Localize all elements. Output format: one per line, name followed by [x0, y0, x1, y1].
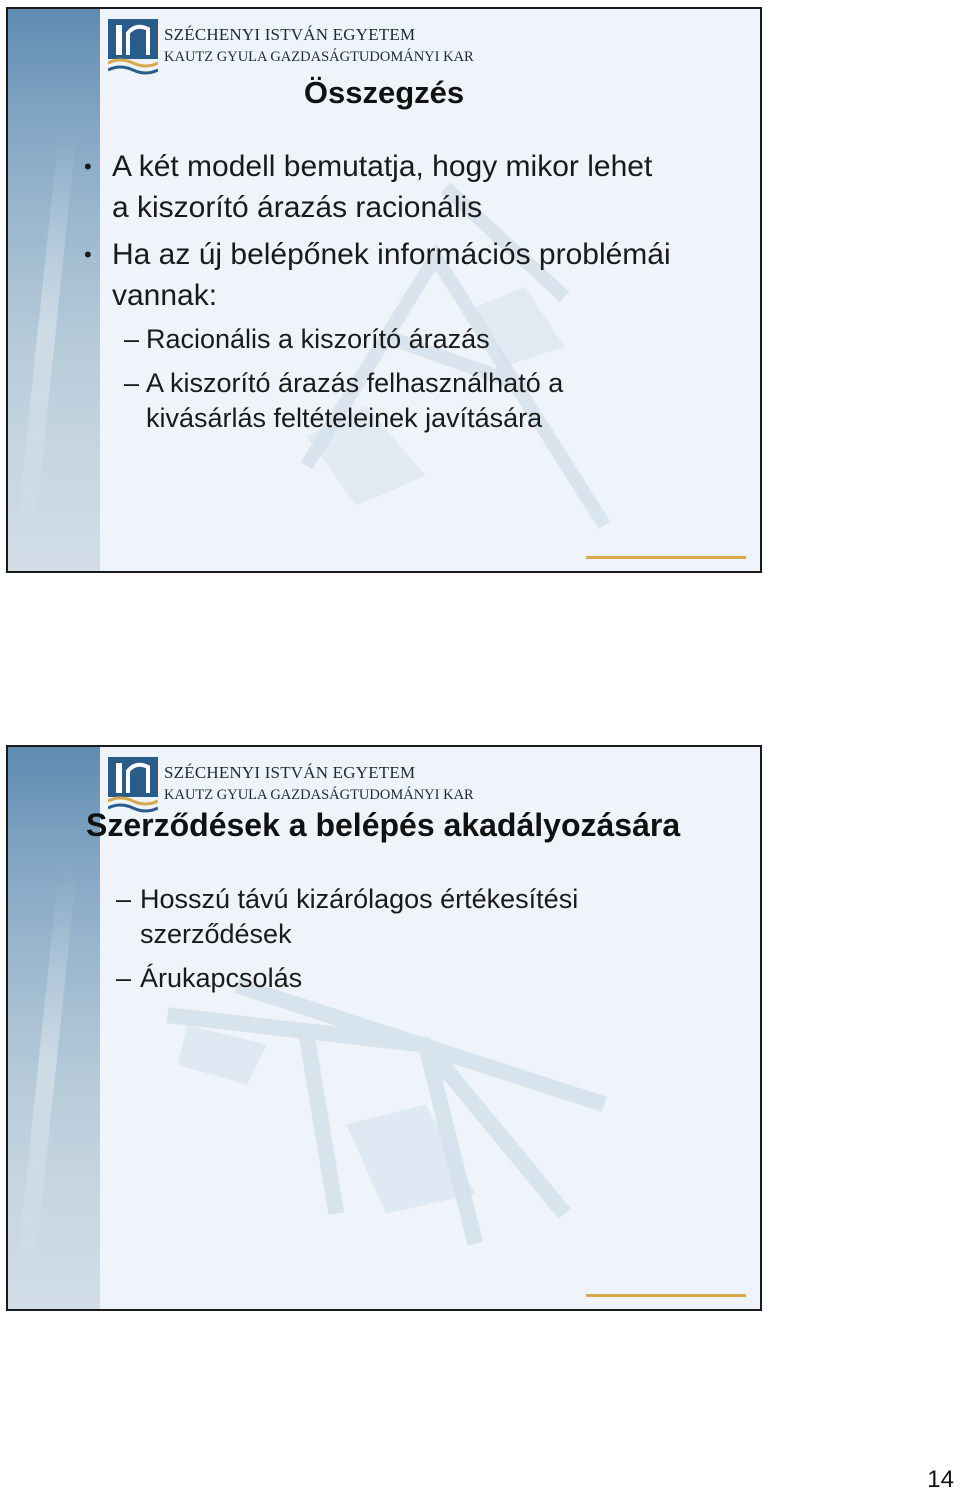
dash-icon: –: [116, 884, 132, 914]
sub-item-text: Racionális a kiszorító árazás: [146, 324, 490, 354]
sub-item: [116, 882, 640, 952]
university-name: SZÉCHENYI ISTVÁN EGYETEM: [164, 25, 416, 44]
sub-item-text: Árukapcsolás: [140, 963, 303, 993]
sub-item: [124, 322, 706, 357]
bullet-item: [84, 234, 672, 316]
page-number: 14: [927, 1466, 954, 1493]
sub-item-text: A kiszorító árazás felhasználható a kivásárlás feltételeinek javítására: [146, 368, 564, 433]
slide-title-text: Összegzés: [303, 75, 465, 110]
bullet-text: A két modell bemutatja, hogy mikor lehet a kiszorító árazás racionális: [112, 150, 653, 224]
dash-icon: –: [116, 963, 132, 993]
dash-icon: –: [124, 368, 140, 398]
slide-title: Szerződések a belépés akadályozására: [86, 807, 681, 843]
faculty-name: KAUTZ GYULA GAZDASÁGTUDOMÁNYI KAR: [164, 787, 474, 803]
slide-title: [8, 75, 760, 111]
sub-item-text: Hosszú távú kizárólagos értékesítési szerződések: [140, 884, 579, 949]
bullet-item: [84, 146, 672, 228]
university-logo: [108, 19, 158, 75]
university-name: SZÉCHENYI ISTVÁN EGYETEM: [164, 763, 416, 782]
bullet-text: Ha az új belépőnek információs problémái vannak:: [112, 238, 671, 312]
slide-1: [6, 7, 762, 573]
faculty-name: KAUTZ GYULA GAZDASÁGTUDOMÁNYI KAR: [164, 49, 474, 65]
accent-line: [586, 1294, 746, 1297]
bullet-dot-icon: •: [84, 242, 92, 267]
accent-line: [586, 556, 746, 559]
slide-2: [6, 745, 762, 1311]
bullet-dot-icon: •: [84, 154, 92, 179]
sub-item: [116, 961, 700, 996]
university-logo: [108, 757, 158, 813]
dash-icon: –: [124, 324, 140, 354]
sub-item: [124, 366, 646, 436]
